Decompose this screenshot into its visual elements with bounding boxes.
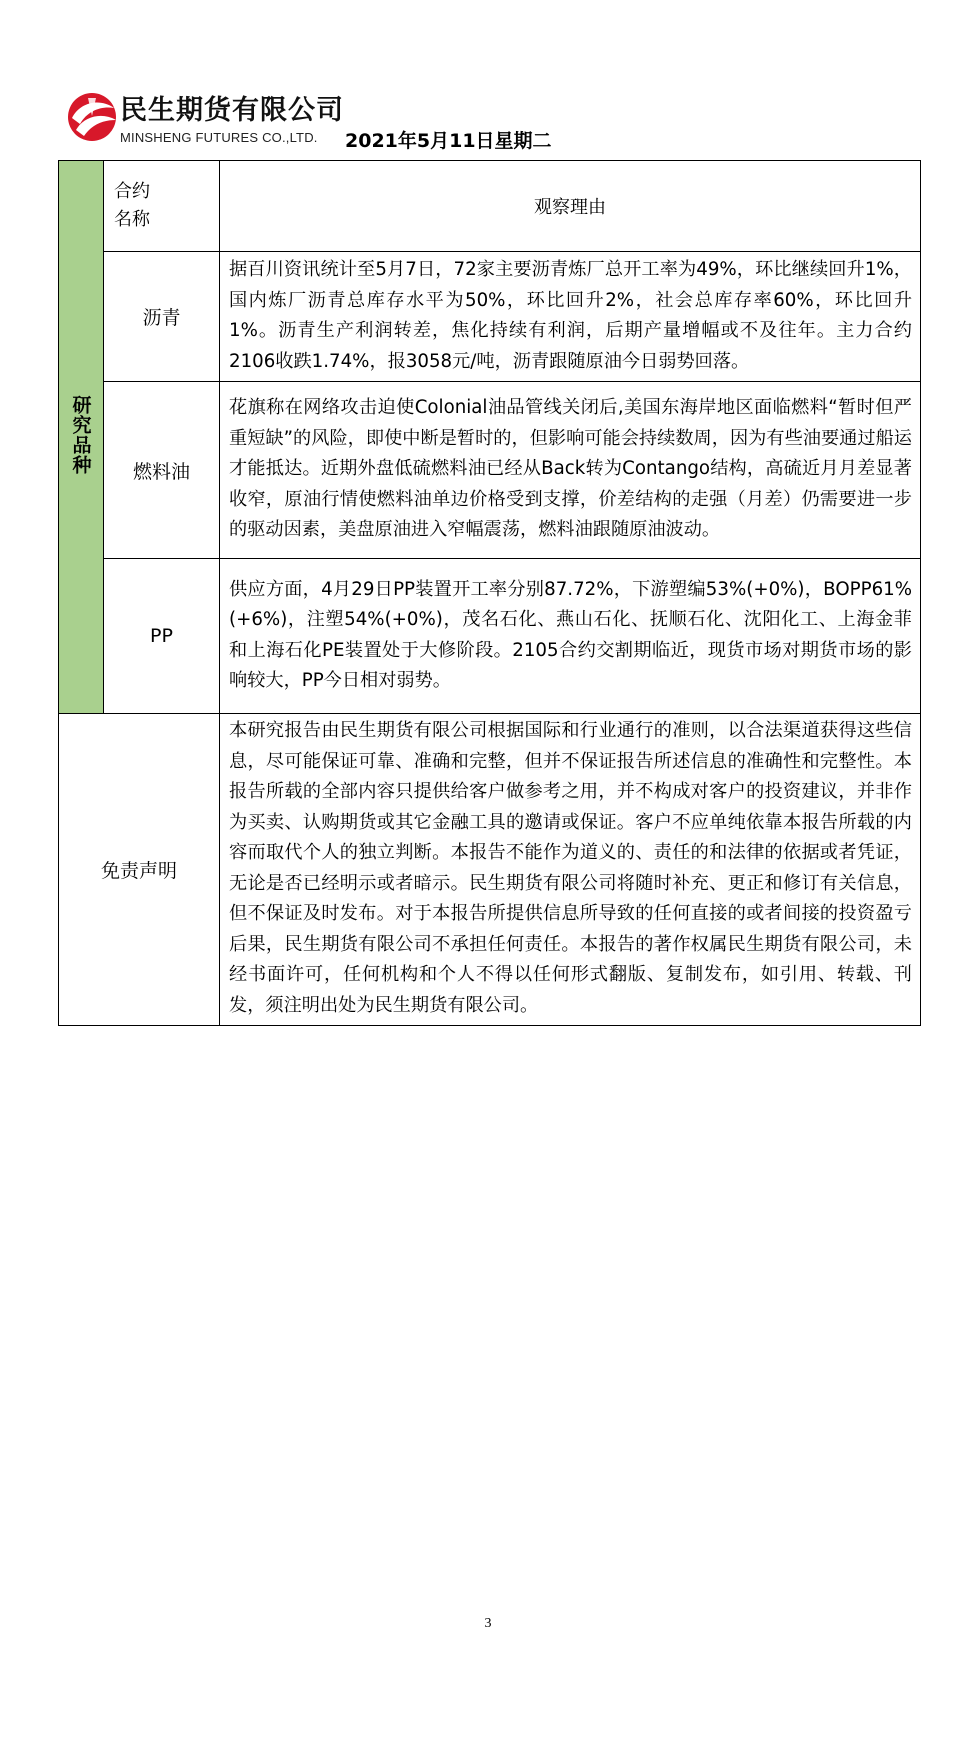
- disclaimer-label: 免责声明: [59, 714, 220, 1026]
- table-row: [59, 382, 921, 559]
- disclaimer-text: 本研究报告由民生期货有限公司根据国际和行业通行的准则，以合法渠道获得这些信息，尽可能保证可靠、准确和完整，但并不保证报告所述信息的准确性和完整性。本报告所载的全部内容只提供给客户做参考之用，并不构成对客户的投资建议，并非作为买卖、认购期货或其它金融工具的邀请或保证。客户不应单纯依靠本报告所载的内容而取代个人的独立判断。本报告不能作为道义的、责任的和法律的依据或者凭证，无论是否已经明示或者暗示。民生期货有限公司将随时补充、更正和修订有关信息，但不保证及时发布。对于本报告所提供信息所导致的任何直接的或者间接的投资盈亏后果，民生期货有限公司不承担任何责任。本报告的著作权属民生期货有限公司，未经书面许可，任何机构和个人不得以任何形式翻版、复制发布，如引用、转载、刊发，须注明出处为民生期货有限公司。: [220, 714, 921, 1026]
- research-table: [58, 160, 921, 1026]
- table-header-row: [59, 161, 921, 252]
- report-date: 2021年5月11日星期二: [345, 130, 552, 152]
- header-reason: 观察理由: [220, 161, 921, 252]
- table-row: [59, 559, 921, 714]
- reason-text: 据百川资讯统计至5月7日，72家主要沥青炼厂总开工率为49%，环比继续回升1%，国内炼厂沥青总库存水平为50%，环比回升2%，社会总库存率60%，环比回升1%。沥青生产利润转差，焦化持续有利润，后期产量增幅或不及往年。主力合约2106收跌1.74%，报3058元/吨，沥青跟随原油今日弱势回落。: [220, 252, 921, 382]
- reason-text: 花旗称在网络攻击迫使Colonial油品管线关闭后,美国东海岸地区面临燃料“暂时但严重短缺”的风险，即使中断是暂时的，但影响可能会持续数周，因为有些油要通过船运才能抵达。近期外盘低硫燃料油已经从Back转为Contango结构，高硫近月月差显著收窄，原油行情使燃料油单边价格受到支撑，价差结构的走强（月差）仍需要进一步的驱动因素，美盘原油进入窄幅震荡，燃料油跟随原油波动。: [220, 382, 921, 559]
- contract-name: PP: [104, 559, 220, 714]
- contract-name: 燃料油: [104, 382, 220, 559]
- disclaimer-row: [59, 714, 921, 1026]
- page-header: [62, 86, 922, 156]
- minsheng-logo-icon: [66, 90, 118, 142]
- side-label: 研究品种: [69, 395, 92, 475]
- company-name-cn: 民生期货有限公司: [120, 95, 344, 126]
- header-contract-name-line2: 名称: [114, 209, 150, 230]
- page-number: 3: [484, 1616, 492, 1631]
- table-row: [59, 252, 921, 382]
- contract-name: 沥青: [104, 252, 220, 382]
- company-name-en: MINSHENG FUTURES CO.,LTD.: [120, 130, 318, 145]
- reason-text: 供应方面，4月29日PP装置开工率分别87.72%，下游塑编53%(+0%)，BOPP61%(+6%)，注塑54%(+0%)，茂名石化、燕山石化、抚顺石化、沈阳化工、上海金菲和上海石化PE装置处于大修阶段。2105合约交割期临近，现货市场对期货市场的影响较大，PP今日相对弱势。: [220, 559, 921, 714]
- header-contract-name: [104, 161, 220, 252]
- header-contract-name-line1: 合约: [114, 181, 150, 202]
- side-label-cell: [59, 161, 104, 714]
